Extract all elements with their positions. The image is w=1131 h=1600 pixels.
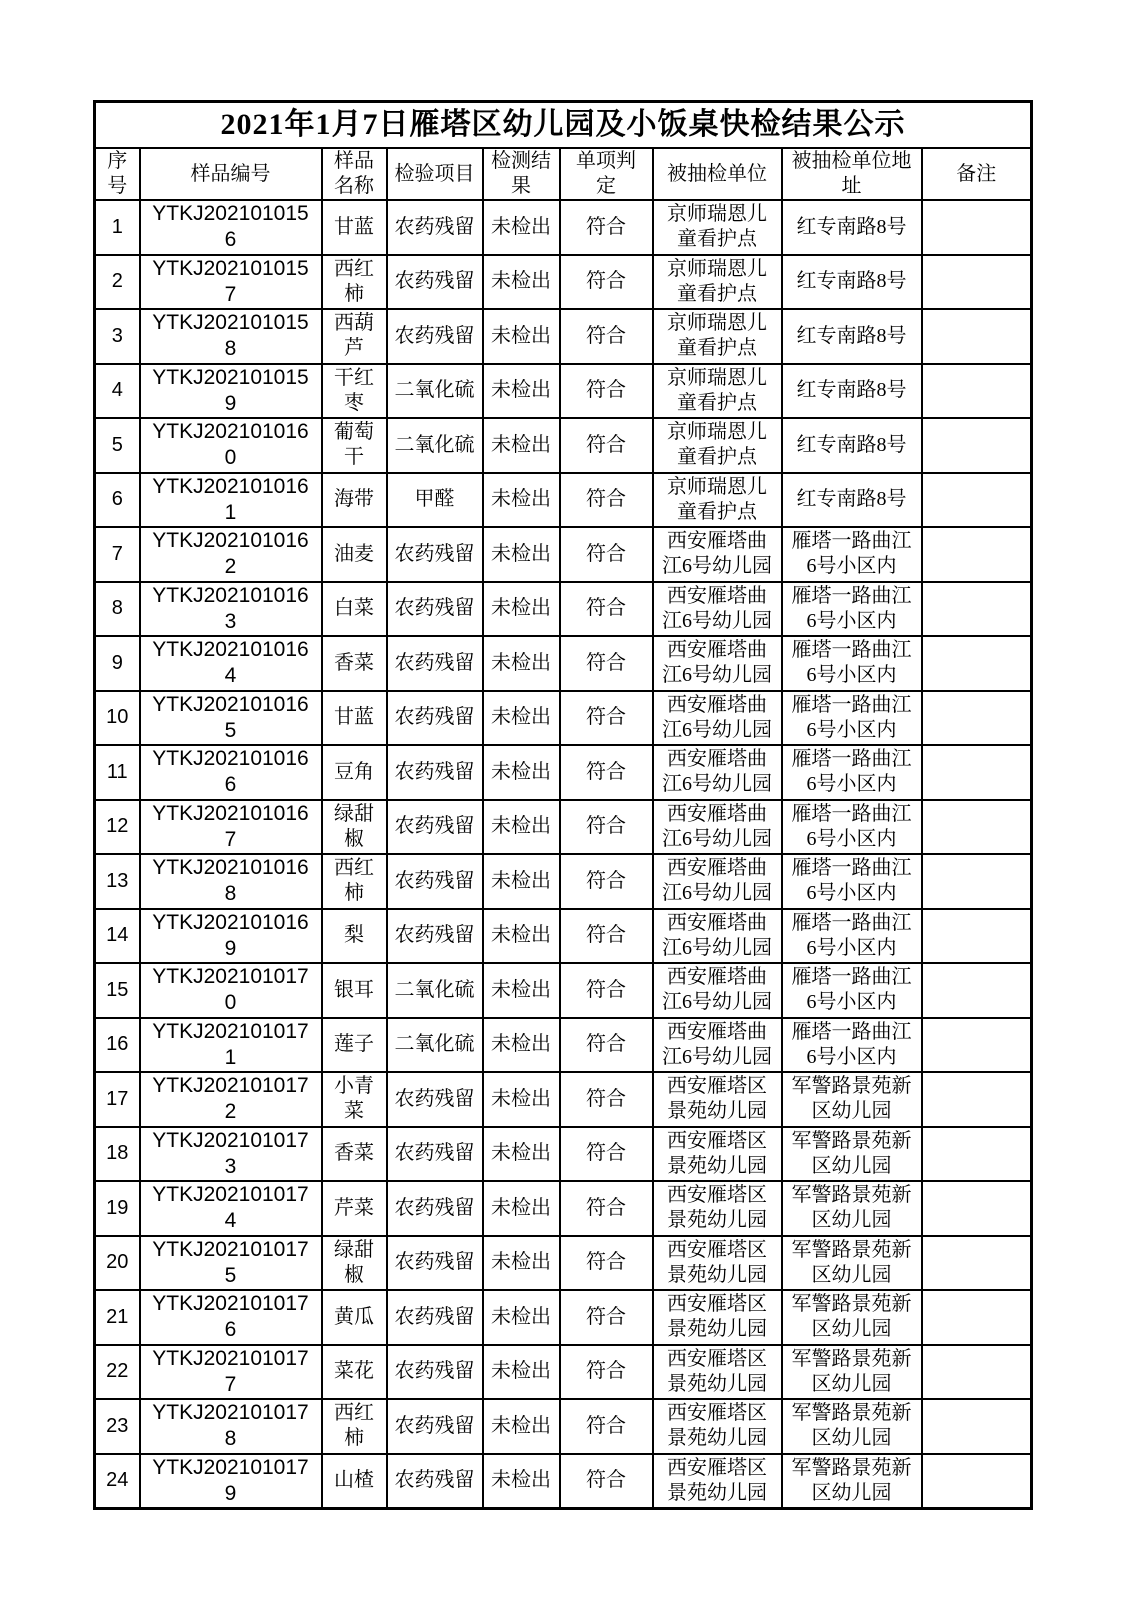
table-cell: 西安雁塔曲江6号幼儿园 — [653, 582, 782, 637]
table-cell — [922, 1072, 1032, 1127]
table-row — [95, 636, 1032, 691]
table-cell: 17 — [95, 1072, 140, 1127]
table-cell: 西安雁塔区景苑幼儿园 — [653, 1454, 782, 1509]
inspection-results-table — [93, 100, 1033, 1510]
table-cell: 芹菜 — [322, 1181, 387, 1236]
table-cell: 农药残留 — [387, 1072, 483, 1127]
table-cell: 未检出 — [483, 800, 560, 855]
table-cell: 海带 — [322, 473, 387, 528]
table-cell: 15 — [95, 963, 140, 1018]
table-header-row — [95, 148, 1032, 200]
table-cell: 二氧化硫 — [387, 1018, 483, 1073]
table-cell: 西安雁塔曲江6号幼儿园 — [653, 527, 782, 582]
table-cell: 红专南路8号 — [782, 418, 922, 473]
table-cell: 农药残留 — [387, 1127, 483, 1182]
table-row — [95, 854, 1032, 909]
table-cell: 12 — [95, 800, 140, 855]
table-cell: 雁塔一路曲江6号小区内 — [782, 963, 922, 1018]
table-cell: 京师瑞恩儿童看护点 — [653, 255, 782, 310]
column-header: 检测结果 — [483, 148, 560, 200]
table-cell: 军警路景苑新区幼儿园 — [782, 1290, 922, 1345]
table-cell: 甘蓝 — [322, 691, 387, 746]
table-cell — [922, 473, 1032, 528]
table-row — [95, 800, 1032, 855]
table-cell: 雁塔一路曲江6号小区内 — [782, 1018, 922, 1073]
table-cell: YTKJ2021010179 — [140, 1454, 322, 1509]
table-row — [95, 1181, 1032, 1236]
table-cell — [922, 200, 1032, 255]
table-cell: 未检出 — [483, 745, 560, 800]
table-cell: 农药残留 — [387, 309, 483, 364]
table-cell: 未检出 — [483, 1181, 560, 1236]
table-cell: 农药残留 — [387, 745, 483, 800]
table-cell: YTKJ2021010156 — [140, 200, 322, 255]
table-cell — [922, 1127, 1032, 1182]
table-cell: 梨 — [322, 909, 387, 964]
table-cell: 京师瑞恩儿童看护点 — [653, 309, 782, 364]
table-cell: 农药残留 — [387, 800, 483, 855]
table-cell: 京师瑞恩儿童看护点 — [653, 364, 782, 419]
column-header: 单项判定 — [560, 148, 653, 200]
table-cell: 农药残留 — [387, 1399, 483, 1454]
table-cell: 农药残留 — [387, 1181, 483, 1236]
table-cell: 西葫芦 — [322, 309, 387, 364]
table-cell: YTKJ2021010167 — [140, 800, 322, 855]
table-cell: 未检出 — [483, 854, 560, 909]
column-header: 被抽检单位 — [653, 148, 782, 200]
table-cell — [922, 1181, 1032, 1236]
table-cell: 符合 — [560, 1454, 653, 1509]
table-cell: 5 — [95, 418, 140, 473]
table-cell: 符合 — [560, 963, 653, 1018]
table-cell: 符合 — [560, 1236, 653, 1291]
table-cell: 京师瑞恩儿童看护点 — [653, 200, 782, 255]
table-cell: 符合 — [560, 200, 653, 255]
table-cell: 符合 — [560, 473, 653, 528]
table-cell: 二氧化硫 — [387, 364, 483, 419]
table-cell: 军警路景苑新区幼儿园 — [782, 1127, 922, 1182]
table-cell: YTKJ2021010164 — [140, 636, 322, 691]
table-cell: 21 — [95, 1290, 140, 1345]
table-cell — [922, 800, 1032, 855]
table-cell: YTKJ2021010166 — [140, 745, 322, 800]
table-cell: 符合 — [560, 527, 653, 582]
table-cell: 京师瑞恩儿童看护点 — [653, 473, 782, 528]
table-cell: 西安雁塔曲江6号幼儿园 — [653, 1018, 782, 1073]
table-cell: 农药残留 — [387, 691, 483, 746]
table-cell: 未检出 — [483, 1345, 560, 1400]
table-cell: 西安雁塔曲江6号幼儿园 — [653, 745, 782, 800]
column-header: 序号 — [95, 148, 140, 200]
table-cell: 农药残留 — [387, 255, 483, 310]
table-cell: 未检出 — [483, 1127, 560, 1182]
table-cell: 西安雁塔曲江6号幼儿园 — [653, 963, 782, 1018]
table-cell: 西安雁塔区景苑幼儿园 — [653, 1345, 782, 1400]
table-cell: 豆角 — [322, 745, 387, 800]
table-cell: 西红柿 — [322, 255, 387, 310]
column-header: 备注 — [922, 148, 1032, 200]
table-cell: 符合 — [560, 745, 653, 800]
table-row — [95, 963, 1032, 1018]
table-cell: YTKJ2021010161 — [140, 473, 322, 528]
table-cell: 14 — [95, 909, 140, 964]
column-header: 样品名称 — [322, 148, 387, 200]
column-header: 样品编号 — [140, 148, 322, 200]
table-cell: YTKJ2021010170 — [140, 963, 322, 1018]
table-cell: 未检出 — [483, 1072, 560, 1127]
table-row — [95, 1399, 1032, 1454]
table-cell: 西安雁塔曲江6号幼儿园 — [653, 909, 782, 964]
table-cell: YTKJ2021010158 — [140, 309, 322, 364]
table-cell: 11 — [95, 745, 140, 800]
table-cell — [922, 1345, 1032, 1400]
table-cell: 符合 — [560, 1290, 653, 1345]
table-cell: YTKJ2021010173 — [140, 1127, 322, 1182]
table-cell — [922, 1018, 1032, 1073]
table-cell: YTKJ2021010162 — [140, 527, 322, 582]
table-cell — [922, 691, 1032, 746]
table-cell: 雁塔一路曲江6号小区内 — [782, 691, 922, 746]
table-cell — [922, 309, 1032, 364]
table-cell: 未检出 — [483, 527, 560, 582]
table-cell: 农药残留 — [387, 1236, 483, 1291]
table-cell: 红专南路8号 — [782, 309, 922, 364]
table-row — [95, 1072, 1032, 1127]
table-row — [95, 527, 1032, 582]
table-cell: YTKJ2021010169 — [140, 909, 322, 964]
table-cell: 2 — [95, 255, 140, 310]
table-cell: 符合 — [560, 800, 653, 855]
table-cell: 8 — [95, 582, 140, 637]
table-cell: 葡萄干 — [322, 418, 387, 473]
table-cell: 未检出 — [483, 473, 560, 528]
column-header: 检验项目 — [387, 148, 483, 200]
table-row — [95, 745, 1032, 800]
table-cell: 黄瓜 — [322, 1290, 387, 1345]
table-cell: 西安雁塔曲江6号幼儿园 — [653, 636, 782, 691]
table-cell — [922, 255, 1032, 310]
table-cell: 红专南路8号 — [782, 255, 922, 310]
table-cell: 绿甜椒 — [322, 1236, 387, 1291]
table-cell: 干红枣 — [322, 364, 387, 419]
table-cell: 13 — [95, 854, 140, 909]
table-cell: 西安雁塔曲江6号幼儿园 — [653, 691, 782, 746]
table-cell: 军警路景苑新区幼儿园 — [782, 1236, 922, 1291]
table-cell: 西安雁塔区景苑幼儿园 — [653, 1181, 782, 1236]
table-cell: 红专南路8号 — [782, 364, 922, 419]
table-cell: 未检出 — [483, 582, 560, 637]
table-cell: 未检出 — [483, 200, 560, 255]
table-cell: 未检出 — [483, 1018, 560, 1073]
table-cell: 未检出 — [483, 909, 560, 964]
table-cell: 雁塔一路曲江6号小区内 — [782, 527, 922, 582]
table-cell — [922, 963, 1032, 1018]
table-cell: 红专南路8号 — [782, 200, 922, 255]
table-cell: 6 — [95, 473, 140, 528]
table-cell: YTKJ2021010160 — [140, 418, 322, 473]
table-cell: 符合 — [560, 691, 653, 746]
table-cell: YTKJ2021010177 — [140, 1345, 322, 1400]
table-cell: YTKJ2021010159 — [140, 364, 322, 419]
table-cell: 西安雁塔区景苑幼儿园 — [653, 1236, 782, 1291]
table-cell: 未检出 — [483, 1236, 560, 1291]
table-row — [95, 473, 1032, 528]
table-cell: 西安雁塔曲江6号幼儿园 — [653, 854, 782, 909]
table-cell: 20 — [95, 1236, 140, 1291]
table-cell: 19 — [95, 1181, 140, 1236]
table-cell: 农药残留 — [387, 582, 483, 637]
table-row — [95, 1290, 1032, 1345]
table-cell: 雁塔一路曲江6号小区内 — [782, 800, 922, 855]
table-cell: 银耳 — [322, 963, 387, 1018]
page-title: 2021年1月7日雁塔区幼儿园及小饭桌快检结果公示 — [95, 102, 1032, 149]
table-cell: YTKJ2021010178 — [140, 1399, 322, 1454]
table-cell: 小青菜 — [322, 1072, 387, 1127]
table-cell — [922, 582, 1032, 637]
table-cell: 9 — [95, 636, 140, 691]
table-cell: 西安雁塔曲江6号幼儿园 — [653, 800, 782, 855]
table-cell: 未检出 — [483, 691, 560, 746]
table-cell: 雁塔一路曲江6号小区内 — [782, 636, 922, 691]
table-cell: 香菜 — [322, 1127, 387, 1182]
table-cell: 22 — [95, 1345, 140, 1400]
table-cell: 7 — [95, 527, 140, 582]
table-cell: 符合 — [560, 1345, 653, 1400]
table-cell: 雁塔一路曲江6号小区内 — [782, 854, 922, 909]
table-cell — [922, 636, 1032, 691]
table-cell: 西红柿 — [322, 1399, 387, 1454]
table-cell: 西红柿 — [322, 854, 387, 909]
table-cell — [922, 854, 1032, 909]
table-cell: 菜花 — [322, 1345, 387, 1400]
table-cell: 符合 — [560, 854, 653, 909]
table-cell: 农药残留 — [387, 1454, 483, 1509]
table-cell: YTKJ2021010175 — [140, 1236, 322, 1291]
table-cell: 西安雁塔区景苑幼儿园 — [653, 1072, 782, 1127]
table-cell: 符合 — [560, 582, 653, 637]
table-cell: 24 — [95, 1454, 140, 1509]
table-cell: 西安雁塔区景苑幼儿园 — [653, 1290, 782, 1345]
table-cell: 农药残留 — [387, 909, 483, 964]
table-cell: YTKJ2021010157 — [140, 255, 322, 310]
table-cell: 符合 — [560, 1399, 653, 1454]
table-cell: 未检出 — [483, 1290, 560, 1345]
table-row — [95, 1454, 1032, 1509]
column-header: 被抽检单位地址 — [782, 148, 922, 200]
table-cell: 西安雁塔区景苑幼儿园 — [653, 1127, 782, 1182]
table-cell: 符合 — [560, 1018, 653, 1073]
table-cell: 3 — [95, 309, 140, 364]
table-cell — [922, 1399, 1032, 1454]
table-cell: 符合 — [560, 1072, 653, 1127]
table-cell: 18 — [95, 1127, 140, 1182]
table-cell — [922, 745, 1032, 800]
table-cell: 香菜 — [322, 636, 387, 691]
table-cell: 雁塔一路曲江6号小区内 — [782, 582, 922, 637]
table-cell: 符合 — [560, 418, 653, 473]
table-cell: 未检出 — [483, 364, 560, 419]
table-row — [95, 1127, 1032, 1182]
table-cell: 符合 — [560, 909, 653, 964]
table-cell: 未检出 — [483, 1454, 560, 1509]
table-cell: 军警路景苑新区幼儿园 — [782, 1454, 922, 1509]
table-cell: YTKJ2021010168 — [140, 854, 322, 909]
table-cell: 符合 — [560, 636, 653, 691]
table-cell: 符合 — [560, 255, 653, 310]
table-cell: YTKJ2021010171 — [140, 1018, 322, 1073]
table-cell: 未检出 — [483, 418, 560, 473]
table-cell: 农药残留 — [387, 1290, 483, 1345]
table-row — [95, 364, 1032, 419]
table-cell: 军警路景苑新区幼儿园 — [782, 1345, 922, 1400]
table-cell — [922, 909, 1032, 964]
table-cell: 农药残留 — [387, 636, 483, 691]
table-cell: 甲醛 — [387, 473, 483, 528]
title-row — [95, 102, 1032, 149]
table-cell: 4 — [95, 364, 140, 419]
table-cell — [922, 1290, 1032, 1345]
table-cell — [922, 364, 1032, 419]
table-cell: 莲子 — [322, 1018, 387, 1073]
table-cell: YTKJ2021010165 — [140, 691, 322, 746]
table-cell: YTKJ2021010176 — [140, 1290, 322, 1345]
table-cell: 二氧化硫 — [387, 963, 483, 1018]
table-cell: 未检出 — [483, 1399, 560, 1454]
table-cell: 农药残留 — [387, 1345, 483, 1400]
table-cell: 23 — [95, 1399, 140, 1454]
table-cell: 符合 — [560, 1127, 653, 1182]
table-cell: 西安雁塔区景苑幼儿园 — [653, 1399, 782, 1454]
table-cell: 16 — [95, 1018, 140, 1073]
table-cell: 军警路景苑新区幼儿园 — [782, 1181, 922, 1236]
table-cell: 京师瑞恩儿童看护点 — [653, 418, 782, 473]
table-cell: 绿甜椒 — [322, 800, 387, 855]
table-cell: 农药残留 — [387, 854, 483, 909]
table-cell: 农药残留 — [387, 527, 483, 582]
table-cell: 二氧化硫 — [387, 418, 483, 473]
table-cell: 雁塔一路曲江6号小区内 — [782, 745, 922, 800]
table-cell: 1 — [95, 200, 140, 255]
table-body — [95, 200, 1032, 1509]
table-row — [95, 309, 1032, 364]
table-cell: 甘蓝 — [322, 200, 387, 255]
table-row — [95, 418, 1032, 473]
table-cell: 10 — [95, 691, 140, 746]
table-cell: YTKJ2021010163 — [140, 582, 322, 637]
table-cell: 白菜 — [322, 582, 387, 637]
table-cell: 符合 — [560, 309, 653, 364]
table-cell: 军警路景苑新区幼儿园 — [782, 1072, 922, 1127]
table-cell: 未检出 — [483, 309, 560, 364]
table-cell — [922, 527, 1032, 582]
table-row — [95, 582, 1032, 637]
table-cell: YTKJ2021010174 — [140, 1181, 322, 1236]
table-cell — [922, 418, 1032, 473]
table-cell: 符合 — [560, 1181, 653, 1236]
table-cell: 符合 — [560, 364, 653, 419]
table-cell — [922, 1236, 1032, 1291]
table-row — [95, 1018, 1032, 1073]
table-cell: YTKJ2021010172 — [140, 1072, 322, 1127]
table-row — [95, 1236, 1032, 1291]
table-cell: 油麦 — [322, 527, 387, 582]
table-cell: 未检出 — [483, 636, 560, 691]
table-cell: 红专南路8号 — [782, 473, 922, 528]
table-cell: 未检出 — [483, 963, 560, 1018]
table-cell: 未检出 — [483, 255, 560, 310]
table-cell: 山楂 — [322, 1454, 387, 1509]
table-cell: 农药残留 — [387, 200, 483, 255]
table-row — [95, 200, 1032, 255]
table-cell: 军警路景苑新区幼儿园 — [782, 1399, 922, 1454]
table-cell — [922, 1454, 1032, 1509]
table-cell: 雁塔一路曲江6号小区内 — [782, 909, 922, 964]
table-row — [95, 691, 1032, 746]
table-row — [95, 909, 1032, 964]
table-row — [95, 1345, 1032, 1400]
table-row — [95, 255, 1032, 310]
